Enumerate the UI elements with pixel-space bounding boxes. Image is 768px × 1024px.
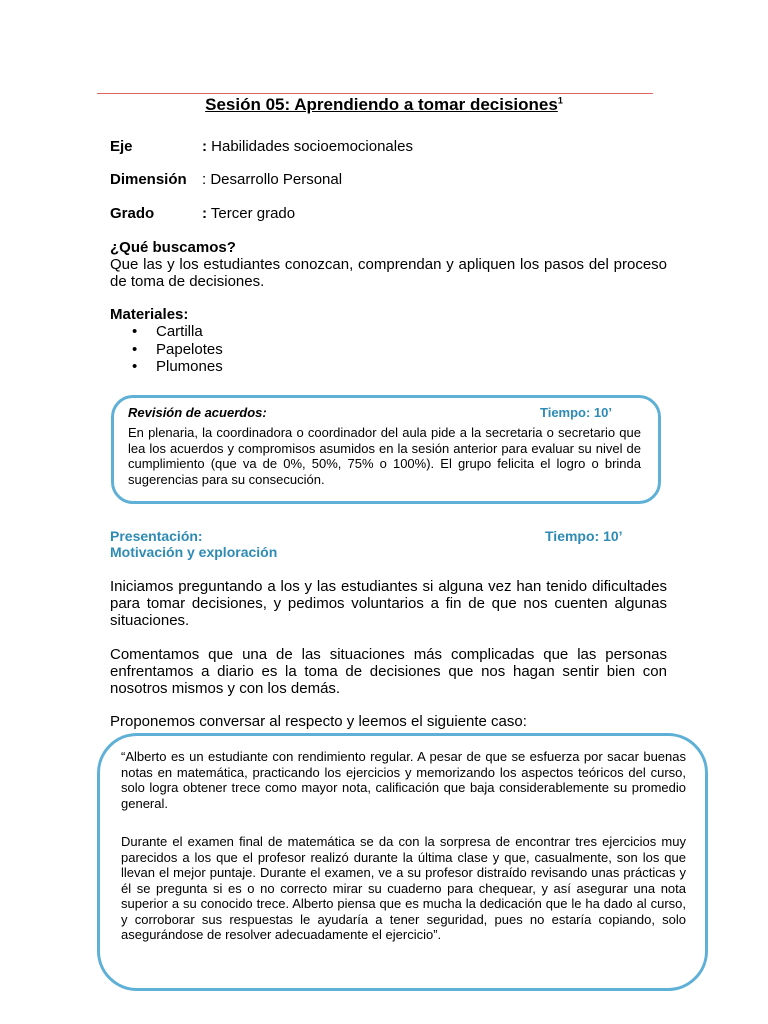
presentacion-title: Presentación: [110,528,203,544]
field-value: Habilidades socioemocionales [207,138,413,155]
materiales-list [110,323,223,376]
field-value: Tercer grado [207,205,296,222]
field-colon: : [202,171,207,188]
field-label: Grado [110,205,155,222]
revision-text: En plenaria, la coordinadora o coordinador del aula pide a la secretaria o secretario que lea los acuerdos y compromisos asumidos en la sesión anterior para evaluar su nivel de cumplimiento (que va de 0%, 50%, 75% o 100%). El grupo felicita el logro o brinda sugerencias para su consecución. [128,425,641,487]
field-eje [110,138,413,155]
paragraph-comment: Comentamos que una de las situaciones más complicadas que las personas enfrentamos a diario es la toma de decisiones que nos hagan sentir bien con nosotros mismos y con los demás. [110,646,667,697]
caso-paragraph-2: Durante el examen final de matemática se da con la sorpresa de encontrar tres ejercicios muy parecidos a los que el profesor realizó durante la última clase y que, casualmente, son los que llevan el mejor puntaje. Durante el examen, ve a su profesor distraído revisando unas prácticas y él se pregunta si es o no correcto mirar su cuaderno para chequear, y así asegurar una nota superior a su conocido trece. Alberto piensa que es mucha la dedicación que le ha dado al curso, y corroborar sus respuestas le ayudaría a tener seguridad, pues no estaría copiando, solo asegurándose de resolver adecuadamente el ejercicio”. [121,834,686,942]
presentacion-time: Tiempo: 10’ [545,528,623,544]
list-item: • Plumones [110,358,223,376]
field-grado [110,205,295,222]
materiales-heading: Materiales: [110,306,189,323]
session-title: Sesión 05: Aprendiendo a tomar decisiones [205,95,558,114]
que-buscamos-text: Que las y los estudiantes conozcan, comprendan y apliquen los pasos del proceso de toma de decisiones. [110,256,667,290]
page-title [0,95,768,115]
field-label: Dimensión [110,171,187,188]
field-dimension [110,171,342,188]
list-item: • Papelotes [110,341,223,359]
field-colon: : [202,205,207,222]
revision-time: Tiempo: 10’ [540,405,613,420]
que-buscamos-heading: ¿Qué buscamos? [110,239,236,256]
field-value: Desarrollo Personal [206,171,343,188]
caso-paragraph-1: “Alberto es un estudiante con rendimiento regular. A pesar de que se esfuerza por sacar buenas notas en matemática, practicando los ejercicios y memorizando los aspectos teóricos del curso, solo logra obtener trece como mayor nota, calificación que baja considerablemente su promedio general. [121,749,686,811]
footnote-marker: 1 [557,95,563,106]
paragraph-intro: Iniciamos preguntando a los y las estudiantes si alguna vez han tenido dificultades para tomar decisiones, y pedimos voluntarios a fin de que nos cuenten algunas situaciones. [110,578,667,629]
field-colon: : [202,138,207,155]
presentacion-subtitle: Motivación y exploración [110,544,278,560]
list-item: • Cartilla [110,323,223,341]
revision-title: Revisión de acuerdos: [128,405,267,420]
field-label: Eje [110,138,133,155]
paragraph-propose: Proponemos conversar al respecto y leemos el siguiente caso: [110,713,527,730]
header-rule [97,93,653,94]
